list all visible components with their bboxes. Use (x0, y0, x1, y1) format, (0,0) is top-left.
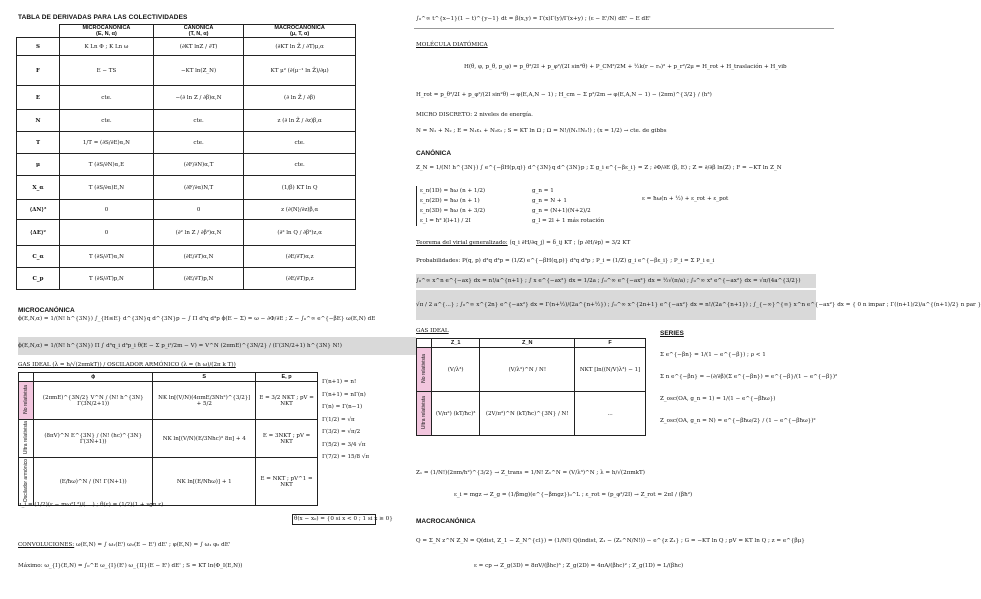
table-row (19, 458, 318, 506)
table-row (17, 268, 356, 290)
table-row (17, 132, 356, 154)
gamma-line: Γ(7/2) = 15/8 √π (322, 454, 370, 460)
table-cell: (∂E/∂T)α,z (244, 246, 356, 268)
table-cell: KT μ² (∂(μ⁻¹ ln Ẑ)/∂μ) (244, 56, 356, 86)
gas-cell-phi: (E/ħω)^N / (N! Γ(N+1)) (34, 458, 153, 506)
gas-right-cell-z1: (V/π²) (kT/ħc)³ (432, 392, 480, 436)
diatomic-title: MOLÉCULA DIATÓMICA (416, 42, 488, 48)
probabilities-equation: Probabilidades: P(q, p) d³q d³p = (1/Z) e^{−βH(q,p)} d³q d³p ; P_i = (1/Z) g_i e^{−βε_i} ; P_i = Σ P_i e_i (416, 258, 715, 264)
table-row (17, 246, 356, 268)
table-cell: cte. (244, 132, 356, 154)
degeneracy: g_l = 2l + 1 más rotación (532, 218, 605, 224)
derivatives-table-title: TABLA DE DERIVADAS PARA LAS COLECTIVIDADES (18, 14, 188, 21)
table-cell: z (∂⟨N⟩/∂z)β,α (244, 200, 356, 220)
table-cell: cte. (153, 110, 243, 132)
table-row (17, 56, 356, 86)
gas-cell-phi: (8πV)^N E^{3N} / (N! (hc)^{3N} Γ(3N+1)) (34, 420, 153, 458)
table-cell: T (∂S/∂T)p,N (60, 268, 154, 290)
macro-title: MACROCANÓNICA (416, 518, 476, 525)
gas-right-cell-f: NKT [ln((N/V)λ³) − 1] (575, 348, 646, 392)
virial-title: Teorema del virial generalizado: (416, 240, 508, 246)
diatomic-rotational: H_rot = p_θ²/2I + p_φ²/(2I sin²θ) → φ(E,A,N − 1) ; H_cm − Σ p²/2m → φ(E,A,N − 1) − (2πm)^{3/2} / (h³) (416, 92, 712, 98)
virial-theorem (416, 240, 834, 247)
energy-level: ε_l = ħ² l(l+1) / 2I (420, 218, 471, 224)
gas-row-group: Oscilador armónico (19, 458, 34, 506)
degeneracy: g_n = (N+1)(N+2)/2 (532, 208, 591, 214)
integrals-box-2: √π / 2 a^{...} ; ∫₀^∞ x^{2n} e^{−ax²} dx = Γ(n+½)/(2a^{n+½}) ; ∫₀^∞ x^{2n+1} e^{−ax²} dx = n!/(2a^{n+1}) ; ∫_{−∞}^{∞} x^n e^{−ax²} dx = { 0 n impar ; Γ((n+1)/2)/a^{(n+1)/2} n par } (416, 290, 816, 320)
table-cell: (∂² ln Z / ∂β²)α,N (153, 220, 243, 246)
gas-cell-s: NK ln[(V/N)(4πmE/3Nh²)^{3/2}] + 5/2 (153, 382, 256, 420)
derivatives-table (16, 24, 356, 290)
gas-right-cell-zn: (2V/π²)^N (kT/ħc)^{3N} / N! (480, 392, 575, 436)
series-list (660, 344, 838, 432)
table-cell: cte. (60, 110, 154, 132)
micro-equation-1: ϕ(E,N,α) = 1/(N! h^{3N}) ∫_{H≤E} d^{3N}q d^{3N}p − ∫ Π d³q d³p ϕ(E − Σ) = ω − ∂Φ/∂E ; Z − ∫₀^∞ e^{−βE} ω(E,N) dE (18, 316, 376, 322)
row-label: S (17, 38, 60, 56)
series-item: Σ n e^{−βn} = −(∂/∂β)(Σ e^{−βn}) = e^{−β}/(1 − e^{−β})² (660, 374, 838, 380)
macro-equation-2: ε = cp → Z_g(3D) = 8πV/(βhc)³ ; Z_g(2D) = 4πA/(βhc)² ; Z_g(1D) = L/(βhc) (474, 563, 684, 569)
table-cell: T (∂S/∂N)α,E (60, 154, 154, 176)
convolutions-equation: ω(E,N) = ∫ ω₁(E') ω₂(E − E') dE' ; φ(E,N) = ∫ ω₁ φ₂ dE' (75, 542, 231, 548)
gas-right-cell-z1: (V/λ³) (432, 348, 480, 392)
gas-cell-ep: E = NKT ; pV^1 = NKT (256, 458, 318, 506)
table-row (19, 420, 318, 458)
divider-line (414, 28, 834, 29)
gas-cell-ep: E = 3/2 NKT ; pV = NKT (256, 382, 318, 420)
gamma-line: Γ(1/2) = √π (322, 416, 355, 423)
table-cell: E − TS (60, 56, 154, 86)
row-label: ⟨ΔN⟩² (17, 200, 60, 220)
micro-section-title: MICROCANÓNICA (18, 307, 75, 314)
virial-equation: ⟨q_i ∂H/∂q_j⟩ = δ_ij KT ; ⟨p ∂H/∂p⟩ = 3/2 KT (509, 240, 631, 246)
table-cell: 0 (153, 200, 243, 220)
gas-ideal-partition-table (416, 338, 646, 436)
convolutions-line (18, 542, 416, 549)
column-header-micro: MICROCANÓNICA (E, N, α) (60, 25, 154, 38)
gas-ideal-table (18, 372, 318, 506)
table-cell: (∂KT lnZ / ∂T) (153, 38, 243, 56)
canonical-degeneracies (532, 186, 622, 226)
row-label: C_p (17, 268, 60, 290)
micro-discrete-equation: N = N₁ + N₂ ; E = N₁ε₁ + N₂ε₂ ; S = KT ln Ω ; Ω = N!/(N₁!N₂!) ; (x = 1/2) → cte. de gibbs (416, 128, 667, 134)
macro-equation-1: Q = Σ_N z^N Z_N = Q(dist, Z_1 − Z_N^{cl}) = (1/N!) Q(indist, Z₁ − (Z₁^N/N!)) − e^{z Z₁} ; G = −KT ln Q ; pV = KT ln Q ; z = e^{βμ} (416, 538, 805, 544)
gamma-line: Γ(n) = Γ(n−1) (322, 404, 363, 410)
convolutions-title: CONVOLUCIONES: (18, 542, 75, 548)
table-cell: T (∂S/∂α)E,N (60, 176, 154, 200)
table-cell: cte. (60, 86, 154, 110)
table-cell: (∂F/∂α)N,T (153, 176, 243, 200)
gas-header-s: S (153, 373, 256, 382)
table-row (17, 38, 356, 56)
column-header-canonical: CANÓNICA (T, N, α) (153, 25, 243, 38)
gas-cell-ep: E = 3NKT ; pV = NKT (256, 420, 318, 458)
gas-right-row-group: Ultra relativista (417, 392, 432, 436)
gas-right-row-group: No relativista (417, 348, 432, 392)
micro-equation-2: ϕ(E,N,α) = 1/(N! h^{3N}) Π ∫ d³q_i d³p_i θ(E − Σ p_i²/2m − V) = V^N (2πmE)^{3N/2} / (Γ(3N/2+1) h^{3N} N!) (18, 337, 416, 355)
table-header-row (17, 25, 356, 38)
table-corner (17, 25, 60, 38)
table-cell: −(∂ ln Z / ∂β)α,N (153, 86, 243, 110)
table-cell: −KT ln(Z_N) (153, 56, 243, 86)
diatomic-hamiltonian: H(θ, φ, p_θ, p_φ) = p_θ²/2I + p_φ²/(2I sin²θ) + P_CM²/2M + ½k(r − r₀)² + p_r²/2μ = H_rot + H_traslación + H_vib (464, 64, 787, 70)
table-row (17, 86, 356, 110)
gas-right-cell-f: ... (575, 392, 646, 436)
table-row (17, 200, 356, 220)
row-label: X_α (17, 176, 60, 200)
table-row (19, 382, 318, 420)
degeneracy: g_n = 1 (532, 188, 554, 194)
gamma-line: Γ(3/2) = √π/2 (322, 429, 361, 435)
gas-partition-equation-2: ε_i = mgz → Z_g = (1/βmg)(e^{−βmgz})₀^L ; ε_rot = (p_φ²/2I) → Z_rot = 2πI / (βħ²) (454, 492, 693, 498)
micro-discrete-title: MICRO DISCRETO: 2 niveles de energía. (416, 112, 533, 118)
row-label: T (17, 132, 60, 154)
energy-level: ε_n(1D) = ħω (n + 1/2) (420, 188, 486, 194)
gas-cell-s: NK ln[(V/N)(E/3Nhc)³ 8π] + 4 (153, 420, 256, 458)
degeneracy: g_n = N + 1 (532, 198, 567, 204)
canonical-energy-levels (416, 186, 520, 226)
gas-header-phi: ϕ (34, 373, 153, 382)
row-label: C_α (17, 246, 60, 268)
gas-ideal-title: GAS IDEAL (λ = h/√(2πmkT)) / OSCILADOR ARMÓNICO (λ = (h ω)/(2π k T)) (18, 362, 236, 368)
table-cell: cte. (244, 154, 356, 176)
table-cell: 0 (60, 220, 154, 246)
table-cell: (∂F/∂N)α,T (153, 154, 243, 176)
row-label: F (17, 56, 60, 86)
gamma-line: Γ(n+1) = n! (322, 379, 357, 385)
table-cell: (∂KT ln Ẑ / ∂T)μ,α (244, 38, 356, 56)
canonical-partition-equation: Z_N = 1/(N! h^{3N}) ∫ e^{−βH(p,q)} d^{3N}q d^{3N}p ; Σ g_i e^{−βε_i} = Z ; ∂Φ/∂E (β, E) ; Z = ∂/∂β ln(Z) ; F = −KT ln Z_N (416, 165, 782, 171)
energy-level: ε_n(3D) = ħω (n + 3/2) (420, 208, 486, 214)
series-item: Z_osc(OA, g_n = N) = e^{−βħω/2} / (1 − e^{−βħω})² (660, 418, 816, 424)
series-item: Z_osc(OA, g_n = 1) = 1/(1 − e^{−βħω}) (660, 396, 776, 402)
canonical-energy-sum: ε = ħω(n + ½) + ε_rot + ε_pot (642, 196, 729, 202)
energy-level: ε_n(2D) = ħω (n + 1) (420, 198, 480, 204)
gamma-line: Γ(n+1) = nΓ(n) (322, 391, 366, 398)
table-row (417, 392, 646, 436)
table-cell: (1/β) KT ln Q (244, 176, 356, 200)
gas-row-group: Ultra relativista (19, 420, 34, 458)
row-label: N (17, 110, 60, 132)
gas-cell-s: NK ln[(E/Nħω)] + 1 (153, 458, 256, 506)
gas-row-group: No relativista (19, 382, 34, 420)
table-cell: (∂E/∂T)p,N (153, 268, 243, 290)
gas-corner (19, 373, 34, 382)
gas-right-cell-zn: (V/λ³)^N / N! (480, 348, 575, 392)
table-cell: T (∂S/∂T)α,N (60, 246, 154, 268)
series-item: Σ e^{−βn} = 1/(1 − e^{−β}) ; ρ < 1 (660, 352, 766, 358)
table-row (417, 348, 646, 392)
table-cell: K Ln Φ ; K Ln ω (60, 38, 154, 56)
table-row (17, 176, 356, 200)
gas-right-header-z1: Z_1 (432, 339, 480, 348)
convolution-maximum: Máximo: ω_{I}(E,N) = ∫₀^E ω_{I}(E') ω_{II}(E − E') dE' ; S = KT ln(Φ_I(E,N)) (18, 563, 243, 569)
integrals-box-1: ∫₀^∞ x^n e^{−ax} dx = n!/a^{n+1} ; ∫ x e^{−ax²} dx = 1/2a ; ∫₀^∞ e^{−ax²} dx = ½√(π/a) ; ∫₀^∞ x² e^{−ax²} dx = √π/(4a^{3/2}) (416, 274, 816, 288)
series-title: SERIES (660, 330, 684, 337)
row-label: E (17, 86, 60, 110)
gamma-line: Γ(5/2) = 3/4 √π (322, 441, 366, 448)
table-row (17, 154, 356, 176)
table-cell: (∂² ln Q / ∂β²)z,α (244, 220, 356, 246)
table-cell: (∂E/∂T)α,N (153, 246, 243, 268)
table-cell: cte. (153, 132, 243, 154)
column-header-macro: MACROCANÓNICA (μ, T, α) (244, 25, 356, 38)
table-cell: (∂E/∂T)p,z (244, 268, 356, 290)
table-cell: (∂ ln Ẑ / ∂β) (244, 86, 356, 110)
gas-header-ep: E, p (256, 373, 318, 382)
gamma-function-list (322, 376, 414, 464)
canonical-title: CANÓNICA (416, 150, 452, 157)
gas-cell-phi: (2πmE)^{3N/2} V^N / (N! h^{3N} Γ(3N/2+1)) (34, 382, 153, 420)
table-cell: z (∂ ln Ẑ / ∂z)β,α (244, 110, 356, 132)
gas-right-corner (417, 339, 432, 348)
table-cell: 0 (60, 200, 154, 220)
gas-partition-equation-1: Z₁ = (1/N!)(2πm/h²)^{3/2} → Z_trans = 1/N! Z₁^N = (V/λ³)^N ; λ = h/√(2πmkT) (416, 470, 645, 476)
row-label: μ (17, 154, 60, 176)
beta-function-equation: ∫₀^∞ t^{x−1}(1 − t)^{y−1} dt = β(x,y) = Γ(x)Γ(y)/Γ(x+y) ; (ε − E'/N) dE' − E dE' (416, 16, 651, 22)
gas-right-header-zn: Z_N (480, 339, 575, 348)
table-row (17, 220, 356, 246)
gas-ideal-right-title: GAS IDEAL (416, 328, 449, 334)
table-row (17, 110, 356, 132)
bottom-equation-1: u_i = (1/2)(ε − mω²L²)/(... ) ; θ(ε) = (1/2)(1 + sgn ε) (18, 502, 164, 508)
theta-definition: θ(x − x₀) = {0 si x < 0 ; 1 si x ≥ 0} (292, 514, 376, 525)
gas-right-header-f: F (575, 339, 646, 348)
row-label: ⟨ΔE⟩² (17, 220, 60, 246)
table-cell: 1/T = (∂S/∂E)α,N (60, 132, 154, 154)
